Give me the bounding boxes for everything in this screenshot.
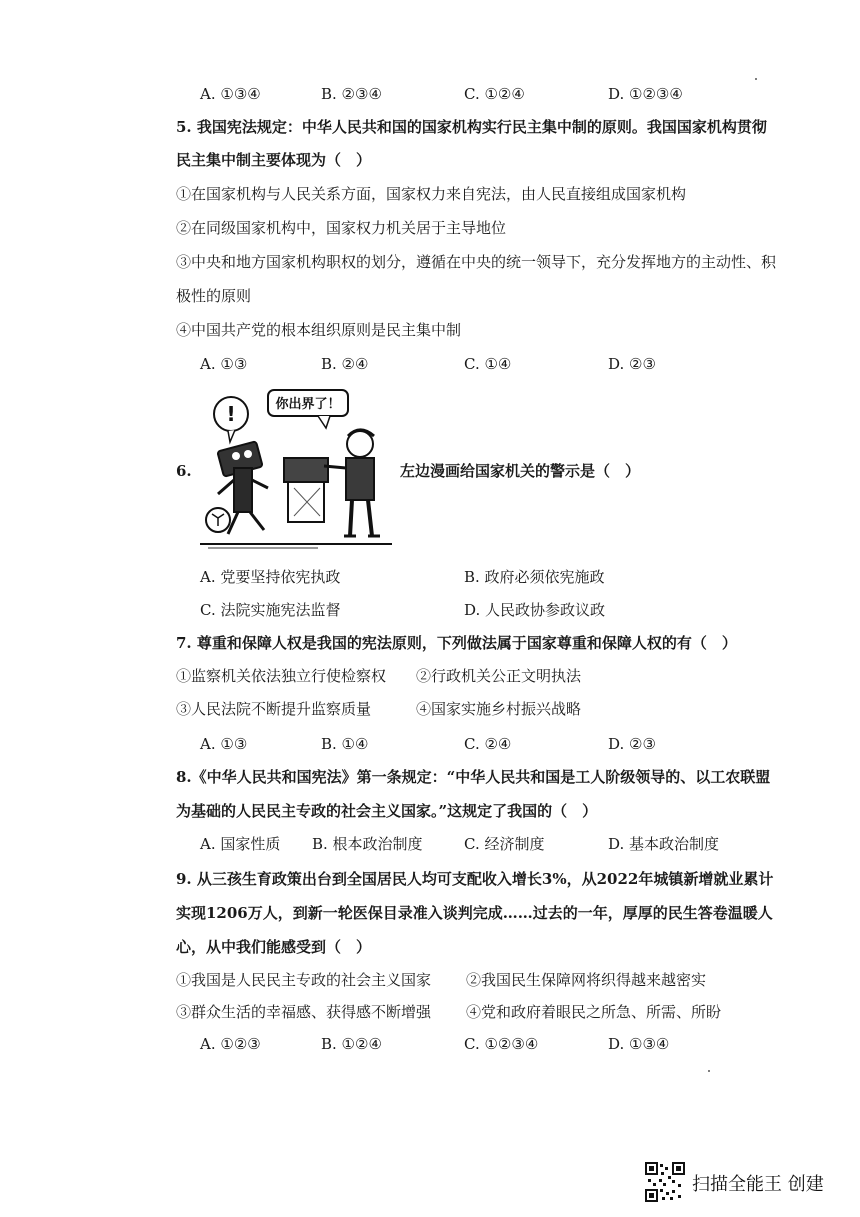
q5-item-4: ④中国共产党的根本组织原则是民主集中制 [176,321,462,339]
option-b: B. 政府必须依宪施政 [464,568,605,586]
boundary-frame [288,482,324,522]
q9-stem-line2: 实现1206万人，到新一轮医保目录准入谈判完成……过去的一年，厚厚的民生答卷温暖人 [176,904,773,922]
q7-item-1: ①监察机关依法独立行使检察权 [176,667,387,685]
option-a: A. ①③ [200,735,248,753]
option-c: C. ①④ [464,355,512,373]
q7-item-3: ③人民法院不断提升监察质量 [176,700,372,718]
option-c: C. 法院实施宪法监督 [200,601,341,619]
option-b: B. 根本政治制度 [312,835,423,853]
option-d: D. ②③ [608,735,656,753]
referee-cartoon [198,384,394,550]
boundary-box [284,458,328,482]
option-c: C. ①②③④ [464,1035,539,1053]
option-d: D. ①②③④ [608,85,683,103]
q5-item-1: ①在国家机构与人民关系方面，国家权力来自宪法，由人民直接组成国家机构 [176,185,687,203]
exclaim-mark: ! [226,402,236,426]
option-c: C. 经济制度 [464,835,545,853]
scan-speck [708,1070,710,1072]
q6-number: 6. [176,462,192,480]
referee-legs [350,500,372,536]
option-c: C. ②④ [464,735,512,753]
q7-stem: 7. 尊重和保障人权是我国的宪法原则，下列做法属于国家尊重和保障人权的有（ ） [176,634,737,652]
option-a: A. ①②③ [200,1035,261,1053]
q8-stem-line1: 8.《中华人民共和国宪法》第一条规定：“中华人民共和国是工人阶级领导的、以工农联盟 [176,768,771,786]
hammer-body [234,468,252,512]
q5-stem-line1: 5. 我国宪法规定：中华人民共和国的国家机构实行民主集中制的原则。我国国家机构贯彻 [176,118,767,136]
q5-item-2: ②在同级国家机构中，国家权力机关居于主导地位 [176,219,507,237]
option-a: A. 国家性质 [200,835,281,853]
option-a: A. ①③④ [200,85,261,103]
speech-tail [318,416,330,428]
q9-stem-line3: 心，从中我们能感受到（ ） [176,938,372,956]
speech-text: 你出界了！ [275,397,341,412]
scan-speck [755,78,757,80]
option-d: D. ②③ [608,355,656,373]
q9-item-1: ①我国是人民民主专政的社会主义国家 [176,971,432,989]
referee-shirt [346,458,374,500]
option-a: A. ①③ [200,355,248,373]
hatch [294,488,320,516]
q5-stem-line2: 民主集中制主要体现为（ ） [176,151,372,169]
q8-stem-line2: 为基础的人民民主专政的社会主义国家。”这规定了我国的（ ） [176,802,598,820]
option-d: D. ①③④ [608,1035,670,1053]
q5-item-3: ③中央和地方国家机构职权的划分，遵循在中央的统一领导下，充分发挥地方的主动性、积 [176,253,777,271]
eye [232,452,240,460]
scanner-watermark: 扫描全能王 创建 [692,1174,824,1195]
option-d: D. 基本政治制度 [608,835,720,853]
q7-item-2: ②行政机关公正文明执法 [416,667,582,685]
bubble-tail [228,430,235,442]
option-a: A. 党要坚持依宪执政 [200,568,341,586]
q7-item-4: ④国家实施乡村振兴战略 [416,700,582,718]
option-d: D. 人民政协参政议政 [464,601,606,619]
q9-item-3: ③群众生活的幸福感、获得感不断增强 [176,1003,432,1021]
option-b: B. ②③④ [321,85,382,103]
q9-stem-line1: 9. 从三孩生育政策出台到全国居民人均可支配收入增长3%，从2022年城镇新增就业累计 [176,870,774,888]
qr-code-icon [645,1162,685,1202]
option-b: B. ①②④ [321,1035,382,1053]
option-b: B. ①④ [321,735,369,753]
option-b: B. ②④ [321,355,369,373]
q9-item-4: ④党和政府着眼民之所急、所需、所盼 [466,1003,722,1021]
q6-stem: 左边漫画给国家机关的警示是（ ） [400,462,641,480]
eye [244,450,252,458]
q9-item-2: ②我国民生保障网将织得越来越密实 [466,971,707,989]
referee-arm [324,466,346,468]
option-c: C. ①②④ [464,85,525,103]
q5-item-3-cont: 极性的原则 [176,287,252,305]
legs [228,512,264,534]
